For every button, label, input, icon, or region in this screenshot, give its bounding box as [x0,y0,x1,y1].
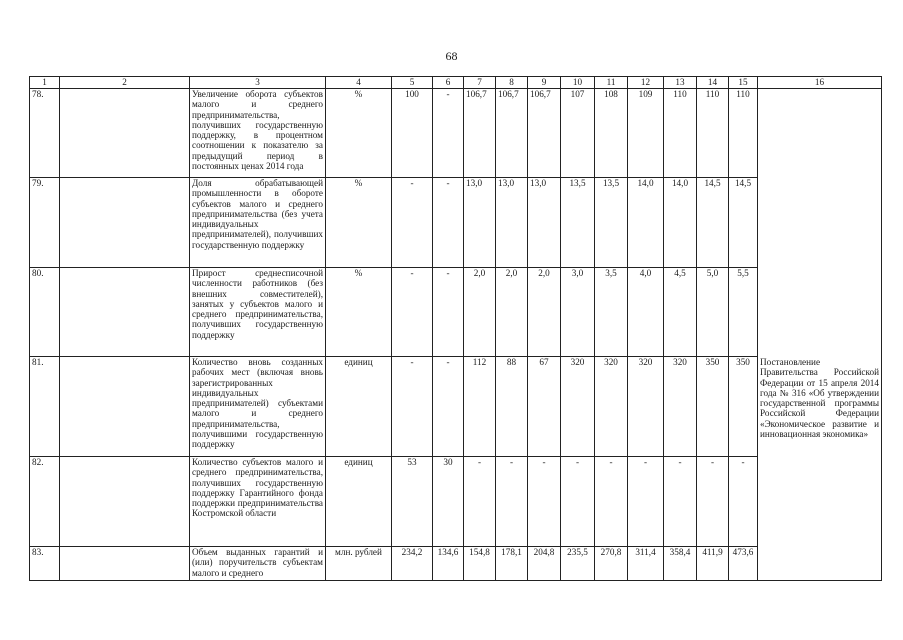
row-number: 78. [30,89,60,178]
row-number: 82. [30,457,60,547]
table-row [30,357,882,457]
column-header: 1 [30,77,60,89]
value-cell: 14,5 [729,178,758,268]
value-cell: 13,0 [496,178,528,268]
value-cell: 320 [561,357,595,457]
page-number: 68 [445,49,458,63]
empty-cell [60,178,190,268]
value-cell: 411,9 [697,547,729,581]
value-cell: 5,0 [697,268,729,357]
value-cell: 107 [561,89,595,178]
column-header: 13 [664,77,697,89]
value-cell: 320 [664,357,697,457]
value-cell: 110 [664,89,697,178]
indicator-description: Увеличение оборота субъектов малого и среднего предпринимательства, получивших государственную поддержку, в процентном соотношении к показателю за предыдущий период в постоянных ценах 2014 года [190,89,326,178]
value-cell: 234,2 [392,547,433,581]
row-number: 80. [30,268,60,357]
column-header: 9 [528,77,561,89]
value-cell: 88 [496,357,528,457]
value-cell: 154,8 [464,547,496,581]
header-row [30,77,882,89]
value-cell: 4,0 [628,268,664,357]
unit-cell: % [326,89,392,178]
row-number: 81. [30,357,60,457]
value-cell: 110 [729,89,758,178]
value-cell: 235,5 [561,547,595,581]
value-cell: 67 [528,357,561,457]
value-cell: 2,0 [528,268,561,357]
row-number: 79. [30,178,60,268]
table-row [30,178,882,268]
table-row [30,547,882,581]
unit-cell: % [326,178,392,268]
value-cell: 53 [392,457,433,547]
value-cell: 100 [392,89,433,178]
value-cell: 204,8 [528,547,561,581]
column-header: 3 [190,77,326,89]
value-cell: - [433,89,464,178]
value-cell: 13,5 [561,178,595,268]
value-cell: 3,5 [595,268,628,357]
value-cell: - [433,357,464,457]
unit-cell: млн. рублей [326,547,392,581]
value-cell: - [595,457,628,547]
value-cell: 178,1 [496,547,528,581]
value-cell: - [664,457,697,547]
unit-cell: единиц [326,457,392,547]
value-cell: 4,5 [664,268,697,357]
empty-cell [60,89,190,178]
column-header: 12 [628,77,664,89]
value-cell: 112 [464,357,496,457]
value-cell: 13,0 [528,178,561,268]
value-cell: 134,6 [433,547,464,581]
indicator-description: Количество вновь созданных рабочих мест (включая вновь зарегистрированных индивидуальных предпринимателей) субъектами малого и среднего предпринимательства, получившими государственную поддержку [190,357,326,457]
value-cell: 108 [595,89,628,178]
value-cell: - [433,178,464,268]
value-cell: - [392,357,433,457]
value-cell: - [561,457,595,547]
value-cell: - [392,268,433,357]
value-cell: - [729,457,758,547]
value-cell: 3,0 [561,268,595,357]
column-header: 5 [392,77,433,89]
value-cell: - [496,457,528,547]
value-cell: 14,0 [628,178,664,268]
empty-cell [60,357,190,457]
value-cell: 106,7 [528,89,561,178]
column-header: 2 [60,77,190,89]
indicators-table [29,76,882,581]
value-cell: 358,4 [664,547,697,581]
value-cell: - [528,457,561,547]
value-cell: 109 [628,89,664,178]
row-number: 83. [30,547,60,581]
legal-basis-cell: Постановление Правительства Российской Федерации от 15 апреля 2014 года № 316 «Об утверждении государственной программы Российской Федерации «Экономическое развитие и инновационная экономика» [758,89,882,581]
indicator-description: Доля обрабатывающей промышленности в обороте субъектов малого и среднего предпринимательства (без учета индивидуальных предпринимателей), получивших государственную поддержку [190,178,326,268]
unit-cell: единиц [326,357,392,457]
table-row [30,89,882,178]
indicator-description: Прирост среднесписочной численности работников (без внешних совместителей), занятых у субъектов малого и среднего предпринимательства, получивших государственную поддержку [190,268,326,357]
column-header: 10 [561,77,595,89]
value-cell: - [392,178,433,268]
unit-cell: % [326,268,392,357]
empty-cell [60,547,190,581]
column-header: 14 [697,77,729,89]
value-cell: 106,7 [496,89,528,178]
value-cell: - [697,457,729,547]
value-cell: 2,0 [464,268,496,357]
column-header: 4 [326,77,392,89]
value-cell: 473,6 [729,547,758,581]
value-cell: 320 [595,357,628,457]
table-row [30,457,882,547]
value-cell: 14,0 [664,178,697,268]
value-cell: 270,8 [595,547,628,581]
value-cell: 320 [628,357,664,457]
value-cell: 5,5 [729,268,758,357]
value-cell: 30 [433,457,464,547]
column-header: 15 [729,77,758,89]
column-header: 7 [464,77,496,89]
column-header: 16 [758,77,882,89]
indicator-description: Количество субъектов малого и среднего предпринимательства, получивших государственную поддержку Гарантийного фонда поддержки предпринимательства Костромской области [190,457,326,547]
value-cell: 106,7 [464,89,496,178]
table-row [30,268,882,357]
value-cell: 350 [697,357,729,457]
value-cell: 311,4 [628,547,664,581]
column-header: 11 [595,77,628,89]
column-header: 6 [433,77,464,89]
empty-cell [60,457,190,547]
value-cell: - [433,268,464,357]
value-cell: - [464,457,496,547]
column-header: 8 [496,77,528,89]
value-cell: 14,5 [697,178,729,268]
value-cell: 110 [697,89,729,178]
value-cell: - [628,457,664,547]
indicator-description: Объем выданных гарантий и (или) поручительств субъектам малого и среднего [190,547,326,581]
empty-cell [60,268,190,357]
value-cell: 2,0 [496,268,528,357]
value-cell: 350 [729,357,758,457]
value-cell: 13,0 [464,178,496,268]
value-cell: 13,5 [595,178,628,268]
